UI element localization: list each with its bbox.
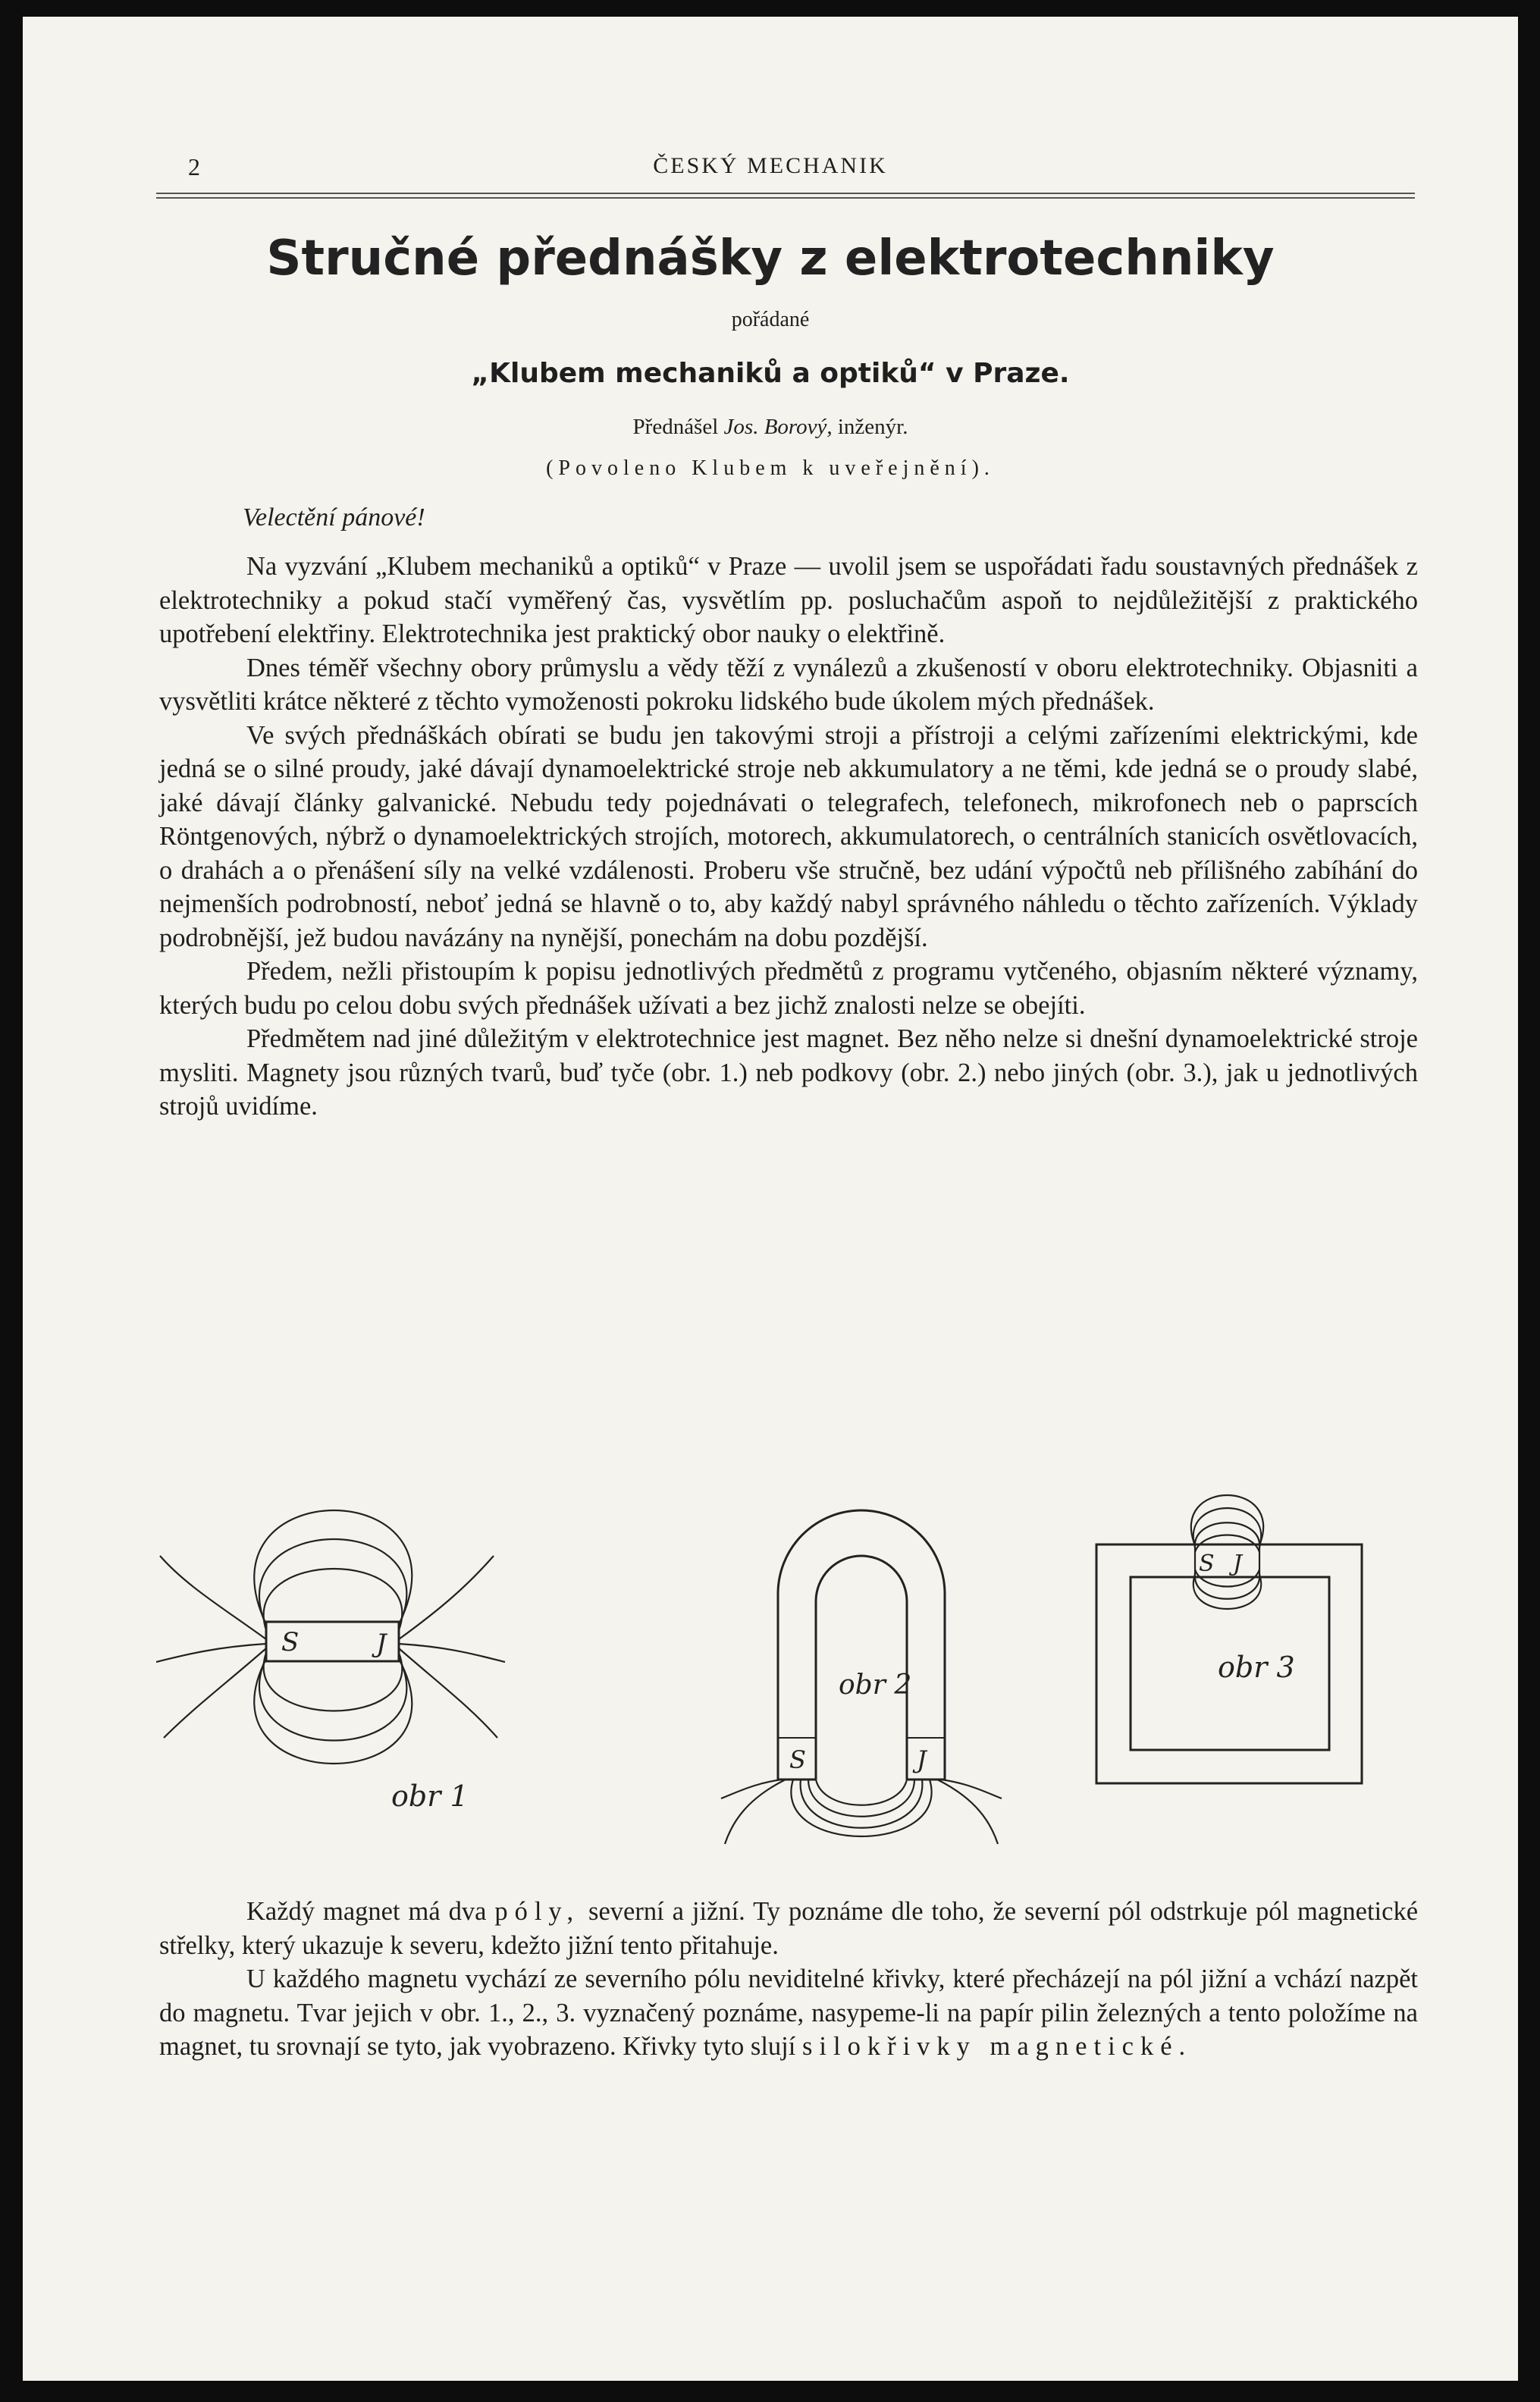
article-title: Stručné přednášky z elektrotechniky: [266, 230, 1275, 287]
body-text-upper: [159, 550, 1418, 1124]
paragraph-6-text-b: severní a jižní. Ty poznáme dle toho, že severní pól odstrkuje pól magnetické střelky, který ukazuje k severu, kdežto jižní tento přitahuje.: [159, 1897, 1419, 1960]
salutation: Velectění pánové!: [243, 503, 425, 532]
running-title: ČESKÝ MECHANIK: [653, 153, 888, 178]
fig2-caption: obr 2: [839, 1670, 912, 1701]
fig3-caption: obr 3: [1218, 1651, 1295, 1684]
paragraph-6: [159, 1895, 1418, 1962]
fig1-caption: obr 1: [391, 1780, 469, 1813]
paragraph-7-text-a: U každého magnetu vychází ze severního pólu neviditelné křivky, které přecházejí na pól jižní a vchází nazpět do magnetu. Tvar jejich v obr. 1., 2., 3. vyznačený poznáme, nasypeme-li na papír pilin železných a tento položíme na magnet, tu srovnají se tyto, jak vyobrazeno. Křivky tyto slují: [159, 1965, 1418, 2061]
document-page: [23, 17, 1518, 2381]
figure-3-frame-magnet: [1096, 1495, 1362, 1783]
paragraph-4: Předem, nežli přistoupím k popisu jednotlivých předmětů z programu vytčeného, objasním některé významy, kterých budu po celou dobu svých přednášek užívati a bez jichž znalosti nelze se obejíti.: [159, 957, 1418, 1020]
fig2-pole-south: S: [789, 1745, 806, 1774]
paragraph-1: Na vyzvání „Klubem mechaniků a optiků“ v Praze — uvolil jsem se uspořádati řadu soustavných přednášek z elektrotechniky a pokud stačí vyměřený čas, vysvětlím pp. posluchačům aspoň to nejdůležitější z praktického upotřebení elektřiny. Elektrotechnika jest praktický obor nauky o elektřině.: [159, 552, 1418, 648]
header-rule-thin: [156, 197, 1415, 199]
lecturer-name: Jos. Borový,: [723, 415, 833, 439]
permission-note: (Povoleno Klubem k uveřejnění).: [546, 456, 995, 480]
body-text-lower: [159, 1895, 1418, 2064]
fig3-pole-south: S: [1199, 1551, 1215, 1577]
term-poles: póly,: [494, 1897, 581, 1926]
subtitle: pořádané: [731, 308, 810, 331]
fig1-pole-south: S: [281, 1627, 300, 1657]
term-field-lines: silokřivky magnetické.: [801, 2032, 1193, 2061]
lecturer-title: inženýr.: [837, 415, 908, 439]
figure-1-bar-magnet: [156, 1510, 505, 1764]
club-line: „Klubem mechaniků a optiků“ v Praze.: [471, 358, 1070, 389]
magnet-figures: [156, 1465, 1430, 1859]
paragraph-5: Předmětem nad jiné důležitým v elektrotechnice jest magnet. Bez něho nelze si dnešní dynamoelektrické stroje mysliti. Magnety jsou různých tvarů, buď tyče (obr. 1.) neb podkovy (obr. 2.) nebo jiných (obr. 3.), jak u jednotlivých strojů uvidíme.: [159, 1024, 1418, 1121]
fig2-pole-north: J: [917, 1745, 927, 1774]
lecturer-line: [23, 415, 1518, 440]
lecturer-prefix: Přednášel: [632, 415, 719, 439]
page-number: 2: [188, 153, 200, 180]
paragraph-3: Ve svých přednáškách obírati se budu jen takovými stroji a přístroji a celými zařízeními elektrickými, kde jedná se o silné proudy, jaké dávají dynamoelektrické stroje neb akkumulatory a ne těmi, kde jedná se o proudy slabé, jaké dávají články galvanické. Nebudu tedy pojednávati o telegrafech, telefonech, mikrofonech neb o paprscích Röntgenových, nýbrž o dynamoelektrických strojích, motorech, akkumulatorech, o centrálních stanicích osvětlovacích, o drahách a o přenášení síly na velké vzdálenosti. Proberu vše stručně, bez udání výpočtů neb přílišného zabíhání do nejmenších podrobností, neboť jedná se hlavně o to, aby každý nabyl správného náhledu o těchto zařízeních. Výklady podrobnější, jež budou navázány na nynější, ponechám na dobu pozdější.: [159, 720, 1418, 952]
paragraph-7: [159, 1962, 1418, 2064]
fig3-pole-north: J: [1233, 1551, 1243, 1577]
header-rule: [156, 193, 1415, 194]
fig1-pole-north: J: [376, 1629, 387, 1659]
paragraph-2: Dnes téměř všechny obory průmyslu a vědy těží z vynálezů a zkušeností v oboru elektrotechniky. Objasniti a vysvětliti krátce některé z těchto vymoženosti pokroku lidského bude úkolem mých přednášek.: [159, 653, 1418, 716]
paragraph-6-text-a: Každý magnet má dva: [246, 1897, 487, 1926]
